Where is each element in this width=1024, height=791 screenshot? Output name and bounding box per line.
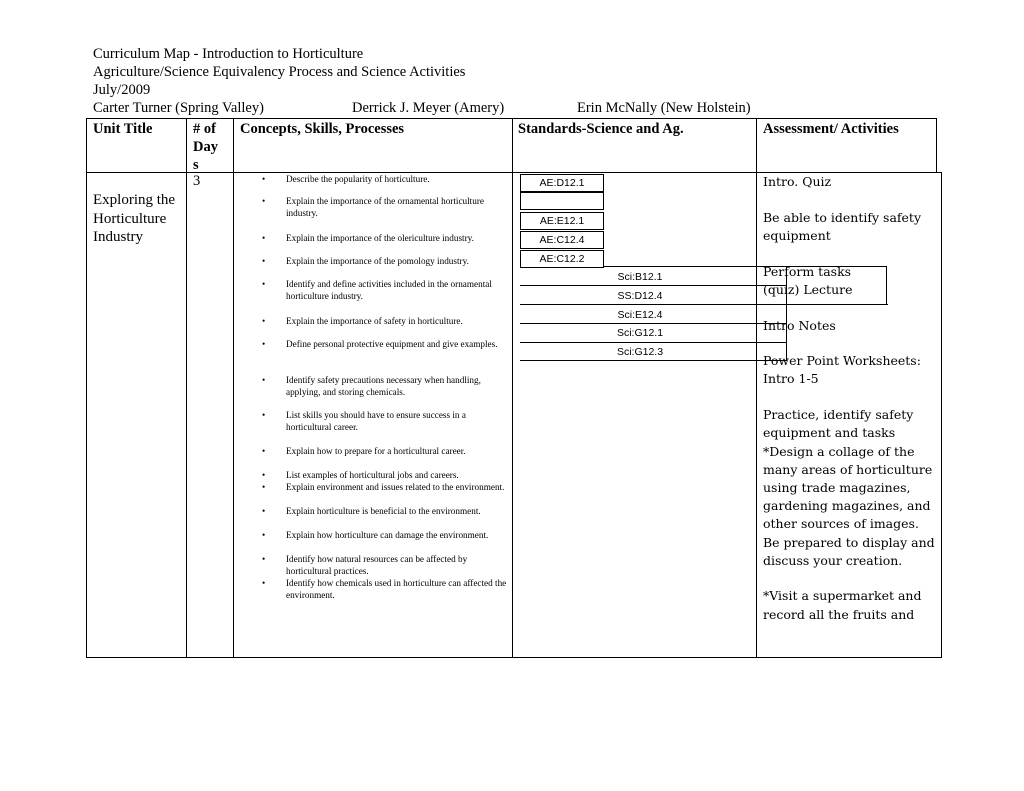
standard-ag-box: AE:E12.1 bbox=[520, 212, 604, 230]
concept-item: • Explain how horticulture can damage the environment. bbox=[262, 530, 489, 540]
standard-sci-row: Sci:B12.1 bbox=[617, 271, 663, 283]
header-assessment: Assessment/ Activities bbox=[763, 121, 899, 137]
table-bottom-border bbox=[86, 657, 942, 658]
concept-item: • Explain the importance of the olericulture industry. bbox=[262, 233, 474, 243]
header-days-line-2: Day bbox=[193, 139, 218, 155]
concept-item: • Explain horticulture is beneficial to the environment. bbox=[262, 506, 481, 516]
assessment-item: Practice, identify safety equipment and tasks *Design a collage of the many areas of horticulture using trade magazines, gardening magazines, and other sources of images. Be prepared to display and discuss your creation. bbox=[763, 407, 935, 568]
assessment-item: Power Point Worksheets: Intro 1-5 bbox=[763, 353, 921, 387]
concept-item: • Explain environment and issues related to the environment. bbox=[262, 482, 505, 492]
concept-item: • Identify safety precautions necessary when handling, applying, and storing chemicals. bbox=[262, 375, 481, 397]
concept-item: • List skills you should have to ensure success in a horticultural career. bbox=[262, 410, 466, 432]
assessment-cell bbox=[763, 173, 938, 624]
assessment-item: Be able to identify safety equipment bbox=[763, 209, 922, 243]
unit-title-cell: Exploring the Horticulture Industry bbox=[93, 192, 176, 245]
table-top-border bbox=[86, 118, 936, 119]
standard-sci-row: Sci:G12.3 bbox=[616, 346, 664, 358]
standard-sci-row: Sci:G12.1 bbox=[616, 327, 664, 339]
document-date: July/2009 bbox=[93, 82, 151, 98]
days-cell: 3 bbox=[193, 173, 201, 189]
col-border-0 bbox=[86, 118, 87, 658]
standard-ag-box: AE:C12.4 bbox=[520, 231, 604, 249]
header-standards: Standards-Science and Ag. bbox=[518, 121, 684, 137]
document-subtitle: Agriculture/Science Equivalency Process and Science Activities bbox=[93, 64, 466, 80]
concept-item: • Identify how chemicals used in horticulture can affected the environment. bbox=[262, 578, 507, 600]
col-border-1 bbox=[186, 118, 187, 658]
concept-item: • Describe the popularity of horticulture. bbox=[262, 174, 430, 184]
author-2: Derrick J. Meyer (Amery) bbox=[352, 100, 505, 116]
assessment-item: Intro. Quiz bbox=[763, 174, 832, 189]
concept-item: • Explain the importance of the pomology industry. bbox=[262, 256, 469, 266]
concept-item: • Define personal protective equipment and give examples. bbox=[262, 339, 498, 349]
standard-sci-row: Sci:E12.4 bbox=[617, 309, 663, 321]
header-unit-title: Unit Title bbox=[93, 121, 153, 137]
col-border-3 bbox=[512, 118, 513, 658]
standard-ag-box-empty bbox=[520, 192, 604, 210]
concept-item: • Explain how to prepare for a horticultural career. bbox=[262, 446, 466, 456]
assessment-item: Perform tasks (quiz) Lecture bbox=[763, 263, 853, 297]
col-border-4 bbox=[756, 118, 757, 658]
author-3: Erin McNally (New Holstein) bbox=[577, 100, 751, 116]
header-days bbox=[193, 120, 218, 174]
assessment-item: *Visit a supermarket and record all the fruits and bbox=[763, 588, 922, 622]
header-days-line-3: s bbox=[193, 157, 199, 173]
col-border-5-body bbox=[941, 172, 942, 658]
assessment-item: Intro Notes bbox=[763, 317, 836, 333]
header-days-line-1: # of bbox=[193, 121, 216, 137]
col-border-5-header bbox=[936, 118, 937, 172]
concept-item: • Identify and define activities included in the ornamental horticulture industry. bbox=[262, 279, 492, 301]
header-concepts: Concepts, Skills, Processes bbox=[240, 121, 405, 137]
col-border-2 bbox=[233, 118, 234, 658]
author-1: Carter Turner (Spring Valley) bbox=[93, 100, 264, 116]
standard-ag-box: AE:C12.2 bbox=[520, 250, 604, 268]
concept-item: • Explain the importance of the ornamental horticulture industry. bbox=[262, 196, 484, 218]
standard-ag-box: AE:D12.1 bbox=[520, 174, 604, 192]
document-title: Curriculum Map - Introduction to Horticulture bbox=[93, 46, 364, 62]
concept-item: • Explain the importance of safety in horticulture. bbox=[262, 316, 463, 326]
concept-item: • Identify how natural resources can be affected by horticultural practices. bbox=[262, 554, 468, 576]
concept-item: • List examples of horticultural jobs and careers. bbox=[262, 470, 459, 480]
standard-sci-row: SS:D12.4 bbox=[617, 290, 663, 302]
